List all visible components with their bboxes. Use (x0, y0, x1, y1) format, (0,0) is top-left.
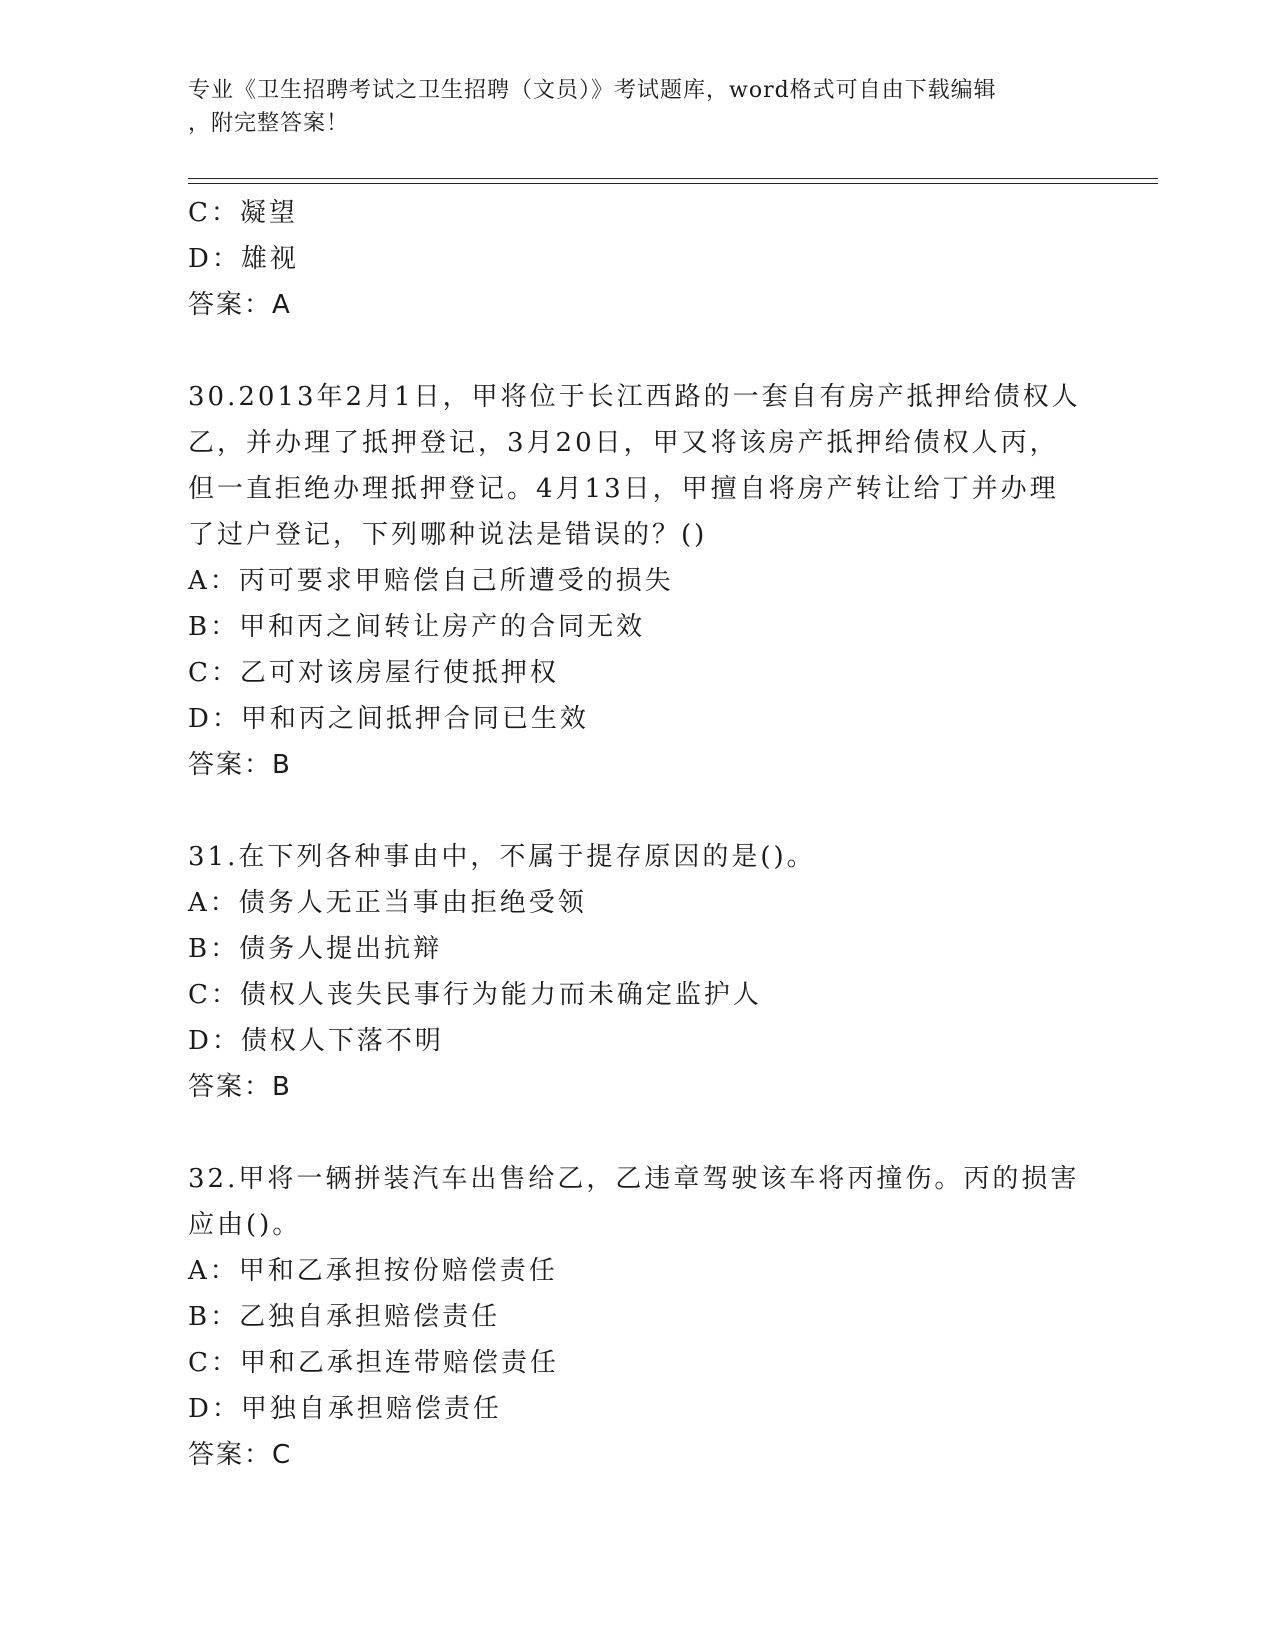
answer-line: 答案：C (188, 1440, 293, 1470)
header-line-1: 专业《卫生招聘考试之卫生招聘（文员）》考试题库，word格式可自由下载编辑 (188, 78, 997, 103)
answer-line: 答案：B (188, 750, 292, 780)
question-list (188, 190, 1088, 1478)
option-line: C：乙可对该房屋行使抵押权 (188, 658, 559, 688)
header-divider (188, 178, 1158, 184)
option-line: B：乙独自承担赔偿责任 (188, 1302, 501, 1332)
question-text: 应由()。 (188, 1210, 302, 1240)
option-line: C：债权人丧失民事行为能力而未确定监护人 (188, 980, 762, 1010)
option-line: D：甲独自承担赔偿责任 (188, 1394, 502, 1424)
option-line: B：债务人提出抗辩 (188, 934, 443, 964)
header-line-2: ，附完整答案！ (188, 111, 350, 136)
question-text: 但一直拒绝办理抵押登记。4月13日，甲擅自将房产转让给丁并办理 (188, 474, 1059, 504)
option-line: A：甲和乙承担按份赔偿责任 (188, 1256, 558, 1286)
option-line: B：甲和丙之间转让房产的合同无效 (188, 612, 646, 642)
option-line: C：凝望 (188, 198, 298, 228)
option-line: D：甲和丙之间抵押合同已生效 (188, 704, 589, 734)
option-line: C：甲和乙承担连带赔偿责任 (188, 1348, 559, 1378)
option-line: A：债务人无正当事由拒绝受领 (188, 888, 587, 918)
answer-line: 答案：A (188, 290, 292, 320)
document-header (188, 74, 1088, 140)
question-text: 31.在下列各种事由中，不属于提存原因的是()。 (188, 842, 816, 872)
question-text: 32.甲将一辆拼装汽车出售给乙，乙违章驾驶该车将丙撞伤。丙的损害 (188, 1164, 1080, 1194)
option-line: D：债权人下落不明 (188, 1026, 444, 1056)
question-text: 30.2013年2月1日，甲将位于长江西路的一套自有房产抵押给债权人 (188, 382, 1081, 412)
answer-line: 答案：B (188, 1072, 292, 1102)
option-line: D：雄视 (188, 244, 299, 274)
question-text: 了过户登记，下列哪种说法是错误的？() (188, 520, 708, 550)
question-text: 乙，并办理了抵押登记，3月20日，甲又将该房产抵押给债权人丙， (188, 428, 1059, 458)
option-line: A：丙可要求甲赔偿自己所遭受的损失 (188, 566, 674, 596)
